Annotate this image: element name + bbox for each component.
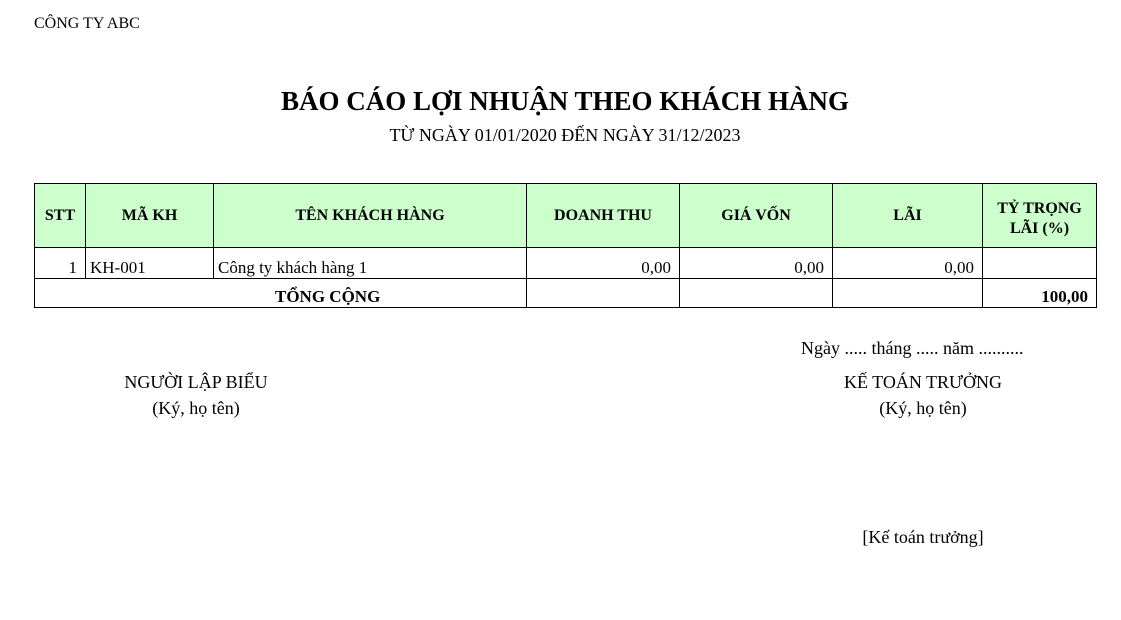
total-profit-ratio: 100,00 (983, 279, 1097, 308)
header-profit-ratio-line1: TỶ TRỌNG (997, 199, 1082, 217)
header-customer-name: TÊN KHÁCH HÀNG (214, 184, 527, 248)
cell-cost: 0,00 (680, 248, 833, 279)
total-row (35, 279, 1097, 308)
cell-customer-code: KH-001 (86, 248, 214, 279)
table-header-row (35, 184, 1097, 248)
report-date-range: TỪ NGÀY 01/01/2020 ĐẾN NGÀY 31/12/2023 (389, 125, 741, 145)
header-customer-code: MÃ KH (86, 184, 214, 248)
cell-profit: 0,00 (833, 248, 983, 279)
header-revenue: DOANH THU (527, 184, 680, 248)
company-name: CÔNG TY ABC (34, 15, 140, 32)
cell-stt: 1 (35, 248, 86, 279)
header-stt: STT (35, 184, 86, 248)
cell-customer-name: Công ty khách hàng 1 (214, 248, 527, 279)
header-profit-ratio (983, 184, 1097, 248)
signature-date-line: Ngày ..... tháng ..... năm .......... (801, 338, 1024, 358)
profit-by-customer-table (34, 183, 1097, 308)
preparer-signature-block (96, 369, 296, 421)
cell-revenue: 0,00 (527, 248, 680, 279)
total-cost (680, 279, 833, 308)
total-label (35, 279, 527, 308)
preparer-title: NGƯỜI LẬP BIỂU (124, 372, 268, 392)
total-revenue (527, 279, 680, 308)
header-cost: GIÁ VỐN (680, 184, 833, 248)
total-label-text: TỔNG CỘNG (275, 287, 381, 306)
chief-accountant-name: [Kế toán trưởng] (862, 527, 984, 547)
chief-accountant-title: KẾ TOÁN TRƯỞNG (844, 372, 1002, 392)
chief-accountant-note: (Ký, họ tên) (879, 398, 967, 418)
total-profit (833, 279, 983, 308)
cell-profit-ratio (983, 248, 1097, 279)
preparer-note: (Ký, họ tên) (152, 398, 240, 418)
table-row (35, 248, 1097, 279)
header-profit: LÃI (833, 184, 983, 248)
chief-accountant-signature-block (813, 369, 1033, 421)
report-title: BÁO CÁO LỢI NHUẬN THEO KHÁCH HÀNG (280, 86, 850, 116)
header-profit-ratio-line2: LÃI (%) (1009, 219, 1070, 237)
